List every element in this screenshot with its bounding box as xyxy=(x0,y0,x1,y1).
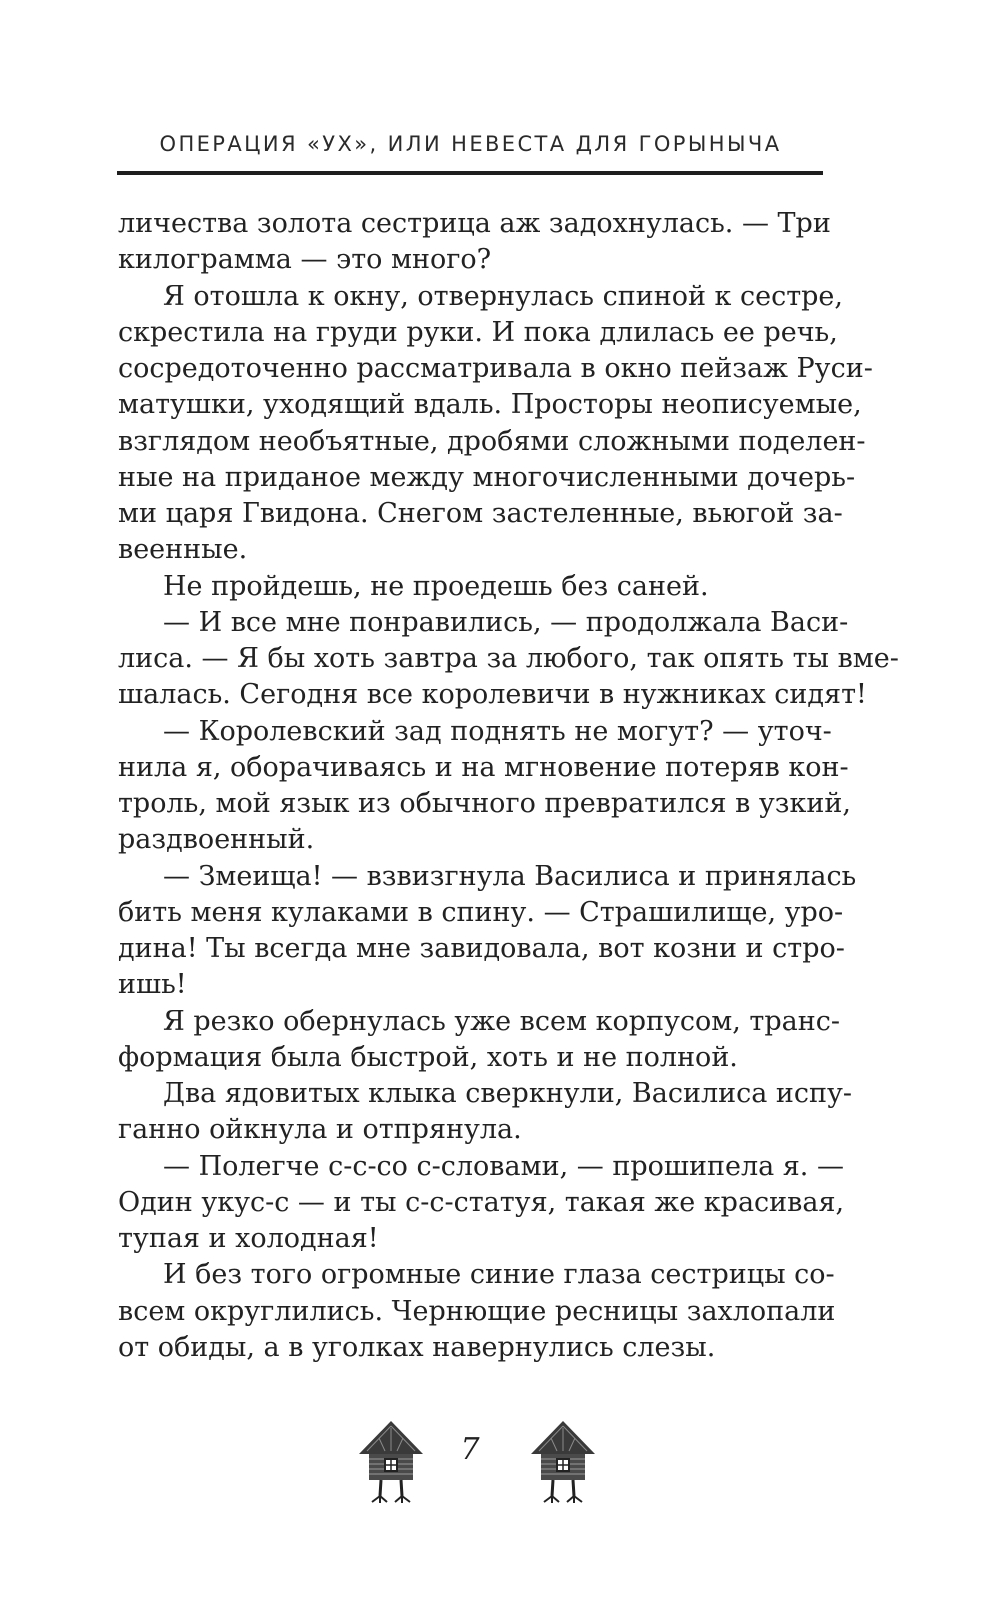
text-line: — Змеища! — взвизгнула Василиса и принялась xyxy=(163,860,857,892)
text-line: от обиды, а в уголках навернулись слезы. xyxy=(118,1331,716,1363)
text-line: Два ядовитых клыка сверкнули, Василиса испу- xyxy=(163,1078,853,1109)
text-line: нила я, оборачиваясь и на мгновение потеряв кон- xyxy=(118,751,849,783)
text-line: шалась. Сегодня все королевичи в нужниках сидят! xyxy=(118,679,867,711)
text-line: ишь! xyxy=(118,969,187,1001)
header-rule xyxy=(117,171,823,175)
text-line: Один укус-с — и ты с-с-статуя, такая же красивая, xyxy=(118,1186,845,1218)
text-line: И без того огромные синие глаза сестрицы со- xyxy=(163,1259,835,1291)
text-line: Не пройдешь, не проедешь без саней. xyxy=(163,570,709,602)
text-line: троль, мой язык из обычного превратился в узкий, xyxy=(118,788,851,819)
text-line: раздвоенный. xyxy=(118,824,315,856)
text-line: ми царя Гвидона. Снегом застеленные, вьюгой за- xyxy=(118,498,843,529)
running-header: ОПЕРАЦИЯ «УХ», ИЛИ НЕВЕСТА ДЛЯ ГОРЫНЫЧА xyxy=(159,132,782,156)
body-text xyxy=(118,206,899,1366)
text-line: — Королевский зад поднять не могут? — уточ- xyxy=(163,715,832,747)
text-line: веенные. xyxy=(118,534,248,566)
text-line: матушки, уходящий вдаль. Просторы неописуемые, xyxy=(118,389,862,421)
page-footer xyxy=(0,1418,1000,1508)
text-line: ные на приданое между многочисленными дочерь- xyxy=(118,461,856,493)
text-line: взглядом необъятные, дробями сложными поделен- xyxy=(118,425,866,457)
text-line: формация была быстрой, хоть и не полной. xyxy=(118,1041,738,1073)
text-line: скрестила на груди руки. И пока длилась ее речь, xyxy=(118,316,838,348)
text-line: — И все мне понравились, — продолжала Васи- xyxy=(163,606,849,638)
text-line: Я резко обернулась уже всем корпусом, транс- xyxy=(163,1005,840,1037)
text-line: тупая и холодная! xyxy=(118,1223,379,1254)
hut-on-chicken-legs-icon xyxy=(355,1418,427,1506)
text-line: дина! Ты всегда мне завидовала, вот козни и стро- xyxy=(118,933,845,964)
text-line: личества золота сестрица аж задохнулась. — Три xyxy=(118,208,831,239)
text-line: Я отошла к окну, отвернулась спиной к сестре, xyxy=(163,280,843,312)
text-line: — Полегче с-с-со с-словами, — прошипела я. — xyxy=(163,1150,844,1182)
text-line: бить меня кулаками в спину. — Страшилище, уро- xyxy=(118,896,844,928)
text-line: всем округлились. Чернющие ресницы захлопали xyxy=(118,1295,836,1327)
text-line: сосредоточенно рассматривала в окно пейзаж Руси- xyxy=(118,353,873,384)
text-line: лиса. — Я бы хоть завтра за любого, так опять ты вме- xyxy=(118,643,899,674)
hut-on-chicken-legs-icon xyxy=(527,1418,599,1506)
text-line: килограмма — это много? xyxy=(118,244,492,276)
text-line: ганно ойкнула и отпрянула. xyxy=(118,1114,522,1146)
page-number: 7 xyxy=(460,1432,480,1467)
